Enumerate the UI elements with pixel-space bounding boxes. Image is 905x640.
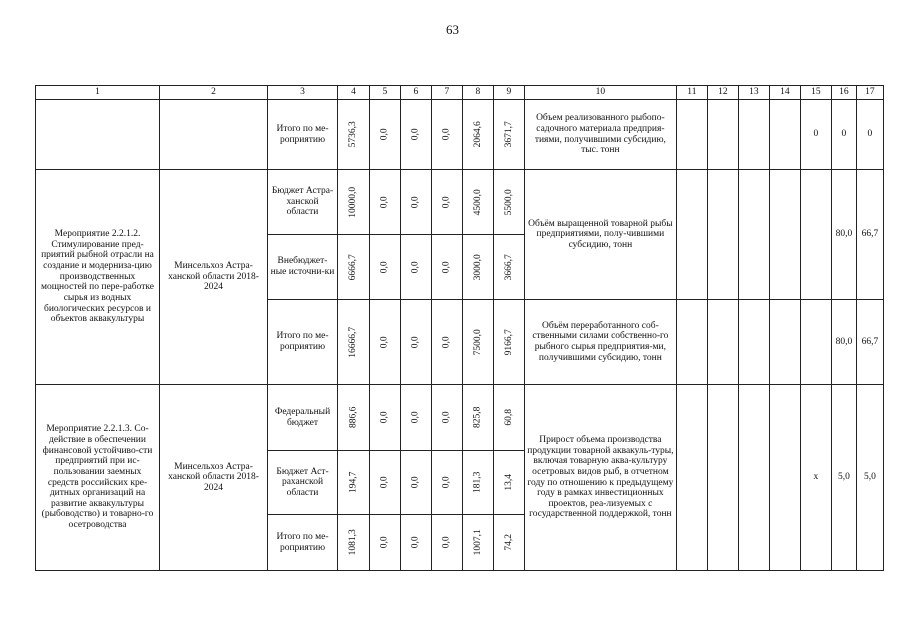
value-text: 0,0 <box>410 128 421 141</box>
empty-cell <box>800 300 831 385</box>
header-cell: 17 <box>856 86 883 100</box>
table-row <box>36 170 884 235</box>
header-cell: 13 <box>738 86 769 100</box>
value-text: 1081,3 <box>348 529 359 556</box>
value-cell <box>462 385 493 451</box>
value-text: 5500,0 <box>503 188 514 216</box>
value-text: 0,0 <box>379 336 390 348</box>
value-text: 1007,1 <box>472 529 483 556</box>
value-cell <box>338 100 370 170</box>
value-c16: 80,0 <box>831 170 856 300</box>
value-text: 0,0 <box>441 476 452 489</box>
empty-cell <box>738 300 769 385</box>
header-cell: 1 <box>36 86 160 100</box>
value-cell <box>338 385 370 451</box>
value-cell <box>400 300 431 385</box>
header-cell: 5 <box>369 86 400 100</box>
value-cell <box>338 235 370 300</box>
value-text: 0,0 <box>410 536 421 549</box>
empty-cell <box>738 170 769 300</box>
header-cell: 6 <box>400 86 431 100</box>
header-cell: 9 <box>493 86 524 100</box>
empty-cell <box>707 385 738 571</box>
value-cell <box>462 515 493 571</box>
value-cell <box>493 170 524 235</box>
value-cell <box>431 451 462 515</box>
value-cell <box>493 100 524 170</box>
empty-cell <box>769 170 800 300</box>
value-c17: 66,7 <box>856 170 883 300</box>
value-c15: 0 <box>800 100 831 170</box>
value-text: 0,0 <box>441 196 452 208</box>
indicator-cell: Объём переработанного соб-ственными силами собственно-го рыбного сырья предприятия-ми, получившими субсидию, тонн <box>524 300 676 385</box>
value-text: 4500,0 <box>472 188 483 216</box>
value-text: 886,6 <box>348 406 359 429</box>
empty-cell <box>738 100 769 170</box>
value-text: 2064,6 <box>472 121 483 148</box>
value-text: 10000,0 <box>348 186 359 218</box>
funding-source: Итого по ме-роприятию <box>268 100 338 170</box>
value-cell <box>338 170 370 235</box>
value-cell <box>493 451 524 515</box>
indicator-cell: Объем реализованного рыбопо-садочного материала предприя-тиями, получившими субсидию, тыс. тонн <box>524 100 676 170</box>
value-cell <box>369 515 400 571</box>
value-text: 0,0 <box>410 336 421 348</box>
value-text: 0,0 <box>410 196 421 208</box>
value-cell <box>431 300 462 385</box>
value-text: 0,0 <box>410 476 421 489</box>
header-cell: 11 <box>676 86 707 100</box>
value-cell <box>400 451 431 515</box>
empty-cell <box>800 170 831 300</box>
value-text: 0,0 <box>441 128 452 141</box>
value-text: 0,0 <box>379 128 390 141</box>
value-text: 3000,0 <box>472 253 483 281</box>
value-cell <box>369 300 400 385</box>
value-text: 6666,7 <box>348 253 359 281</box>
table-row <box>36 100 884 170</box>
value-c16: 5,0 <box>831 385 856 571</box>
funding-source: Бюджет Аст-раханской области <box>268 451 338 515</box>
empty-cell <box>676 300 707 385</box>
measure-cell <box>36 100 160 170</box>
value-text: 74,2 <box>503 534 514 551</box>
value-cell <box>431 100 462 170</box>
value-c16: 80,0 <box>831 300 856 385</box>
value-text: 0,0 <box>379 196 390 208</box>
program-table <box>35 85 884 571</box>
funding-source: Федеральный бюджет <box>268 385 338 451</box>
value-text: 0,0 <box>379 411 390 424</box>
value-cell <box>462 300 493 385</box>
value-text: 0,0 <box>441 336 452 348</box>
value-cell <box>493 235 524 300</box>
indicator-cell: Прирост объема производства продукции товарной аквакуль-туры, включая товарную аква-культуру осетровых видов рыб, в отчетном году по отношению к предыдущему году в рамках инвестиционных проектов, реа-лизуемых с государственной поддержкой, тонн <box>524 385 676 571</box>
value-text: 181,3 <box>472 471 483 494</box>
value-cell <box>462 100 493 170</box>
value-cell <box>493 300 524 385</box>
value-cell <box>400 170 431 235</box>
value-cell <box>493 385 524 451</box>
header-row <box>36 86 884 100</box>
value-text: 0,0 <box>441 536 452 549</box>
value-cell <box>462 451 493 515</box>
empty-cell <box>707 100 738 170</box>
indicator-cell: Объём выращенной товарной рыбы предприятиями, полу-чившими субсидию, тонн <box>524 170 676 300</box>
value-cell <box>369 385 400 451</box>
value-text: 13,4 <box>503 474 514 491</box>
value-cell <box>369 451 400 515</box>
value-cell <box>369 170 400 235</box>
header-cell: 16 <box>831 86 856 100</box>
value-text: 9166,7 <box>503 328 514 356</box>
value-text: 0,0 <box>410 261 421 273</box>
value-c16: 0 <box>831 100 856 170</box>
funding-source: Бюджет Астра-ханской области <box>268 170 338 235</box>
executor-cell: Минсельхоз Астра-ханской области 2018-2024 <box>160 385 268 571</box>
empty-cell <box>676 385 707 571</box>
value-text: 7500,0 <box>472 328 483 356</box>
header-cell: 12 <box>707 86 738 100</box>
executor-cell: Минсельхоз Астра-ханской области 2018-2024 <box>160 170 268 385</box>
measure-cell: Мероприятие 2.2.1.3. Со-действие в обеспечении финансовой устойчиво-сти предприятий при ис-пользовании заемных средств российских кре-дитных организаций на развитие аквакультуры (рыбоводство) и товарно-го осетроводства <box>36 385 160 571</box>
value-text: 3671,7 <box>503 121 514 148</box>
value-text: 0,0 <box>410 411 421 424</box>
value-text: 3666,7 <box>503 253 514 281</box>
executor-cell <box>160 100 268 170</box>
value-cell <box>462 235 493 300</box>
value-text: 16666,7 <box>348 326 359 358</box>
header-cell: 10 <box>524 86 676 100</box>
value-cell <box>369 100 400 170</box>
value-text: 0,0 <box>441 261 452 273</box>
value-text: 194,7 <box>348 471 359 494</box>
header-cell: 14 <box>769 86 800 100</box>
value-c17: 66,7 <box>856 300 883 385</box>
value-text: 0,0 <box>379 476 390 489</box>
value-cell <box>400 385 431 451</box>
value-cell <box>338 451 370 515</box>
empty-cell <box>676 100 707 170</box>
empty-cell <box>707 170 738 300</box>
value-cell <box>462 170 493 235</box>
value-cell <box>400 100 431 170</box>
value-cell <box>431 170 462 235</box>
table-row <box>36 385 884 451</box>
header-cell: 15 <box>800 86 831 100</box>
page-number: 63 <box>446 22 459 37</box>
header-cell: 7 <box>431 86 462 100</box>
funding-source: Итого по ме-роприятию <box>268 300 338 385</box>
header-cell: 2 <box>160 86 268 100</box>
empty-cell <box>707 300 738 385</box>
funding-source: Итого по ме-роприятию <box>268 515 338 571</box>
value-cell <box>431 235 462 300</box>
value-cell <box>431 515 462 571</box>
empty-cell <box>738 385 769 571</box>
value-cell <box>400 515 431 571</box>
value-c17: 0 <box>856 100 883 170</box>
value-c17: 5,0 <box>856 385 883 571</box>
value-cell <box>400 235 431 300</box>
value-text: 0,0 <box>379 261 390 273</box>
value-cell <box>493 515 524 571</box>
value-cell <box>369 235 400 300</box>
value-c15: х <box>800 385 831 571</box>
value-text: 60,8 <box>503 409 514 426</box>
value-cell <box>431 385 462 451</box>
value-text: 5736,3 <box>348 121 359 148</box>
funding-source: Внебюджет-ные источни-ки <box>268 235 338 300</box>
value-text: 0,0 <box>441 411 452 424</box>
value-text: 825,8 <box>472 406 483 429</box>
header-cell: 3 <box>268 86 338 100</box>
empty-cell <box>769 300 800 385</box>
empty-cell <box>769 100 800 170</box>
value-cell <box>338 515 370 571</box>
value-text: 0,0 <box>379 536 390 549</box>
empty-cell <box>769 385 800 571</box>
empty-cell <box>676 170 707 300</box>
header-cell: 8 <box>462 86 493 100</box>
measure-cell: Мероприятие 2.2.1.2. Стимулирование пред-приятий рыбной отрасли на создание и модерниза-цию производственных мощностей по пере-работке сырья из водных биологических ресурсов и объектов аквакультуры <box>36 170 160 385</box>
header-cell: 4 <box>338 86 370 100</box>
value-cell <box>338 300 370 385</box>
